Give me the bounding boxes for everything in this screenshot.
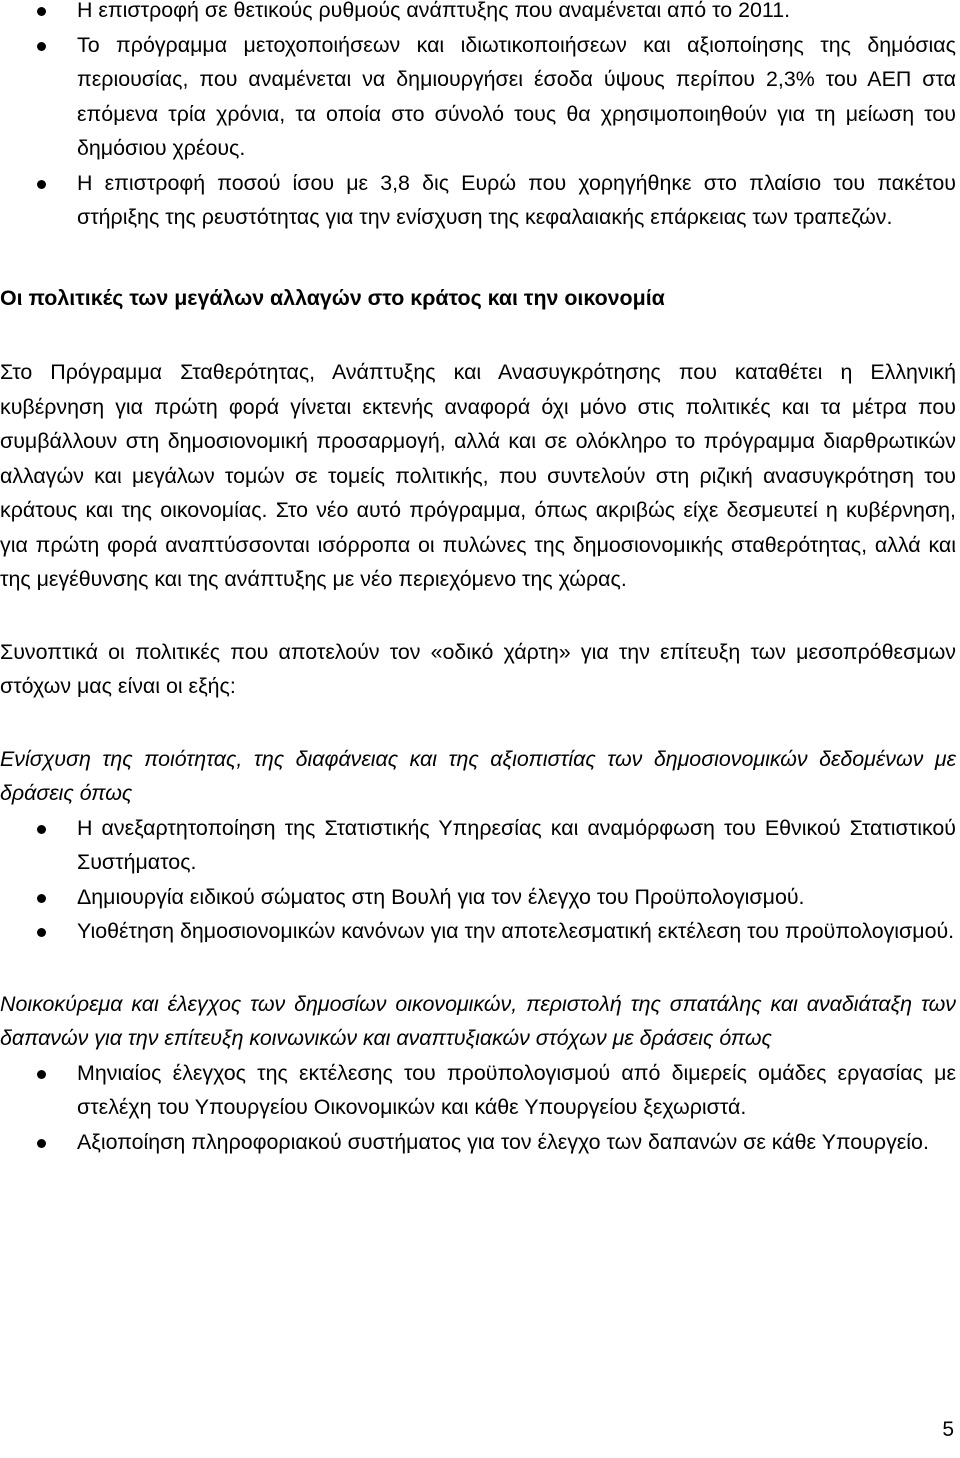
- body-paragraph: Συνοπτικά οι πολιτικές που αποτελούν τον «οδικό χάρτη» για την επίτευξη των μεσοπρόθεσμων στόχων μας είναι οι εξής:: [0, 639, 956, 698]
- list-item: Η ανεξαρτητοποίηση της Στατιστικής Υπηρεσίας και αναμόρφωση του Εθνικού Στατιστικού Συστήματος.: [0, 811, 956, 880]
- page-number: 5: [942, 1418, 954, 1441]
- subsection-1-bullet-list: [0, 811, 956, 949]
- list-item: Δημιουργία ειδικού σώματος στη Βουλή για τον έλεγχο του Προϋπολογισμού.: [0, 880, 956, 915]
- subsection-2-bullet-list: [0, 1056, 956, 1160]
- top-bullet-list: [0, 0, 956, 235]
- list-item: Αξιοποίηση πληροφοριακού συστήματος για τον έλεγχο των δαπανών σε κάθε Υπουργείο.: [0, 1125, 956, 1160]
- subsection-title: Νοικοκύρεμα και έλεγχος των δημοσίων οικονομικών, περιστολή της σπατάλης και αναδιάταξη των δαπανών για την επίτευξη κοινωνικών και αναπτυξιακών στόχων με δράσεις όπως: [0, 991, 956, 1050]
- list-item: Η επιστροφή σε θετικούς ρυθμούς ανάπτυξης που αναμένεται από το 2011.: [0, 0, 956, 28]
- body-paragraph: Στο Πρόγραμμα Σταθερότητας, Ανάπτυξης και Ανασυγκρότησης που καταθέτει η Ελληνική κυβέρνηση για πρώτη φορά γίνεται εκτενής αναφορά όχι μόνο στις πολιτικές και τα μέτρα που συμβάλλουν στη δημοσιονομική προσαρμογή, αλλά και σε ολόκληρο το πρόγραμμα διαρθρωτικών αλλαγών και μεγάλων τομών σε τομείς πολιτικής, που συντελούν στη ριζική ανασυγκρότηση του κράτους και της οικονομίας. Στο νέο αυτό πρόγραμμα, όπως ακριβώς είχε δεσμευτεί η κυβέρνηση, για πρώτη φορά αναπτύσσονται ισόρροπα οι πυλώνες της δημοσιονομικής σταθερότητας, αλλά και της μεγέθυνσης και της ανάπτυξης με νέο περιεχόμενο της χώρας.: [0, 360, 956, 591]
- list-item: Το πρόγραμμα μετοχοποιήσεων και ιδιωτικοποιήσεων και αξιοποίησης της δημόσιας περιουσίας, που αναμένεται να δημιουργήσει έσοδα ύψους περίπου 2,3% του ΑΕΠ στα επόμενα τρία χρόνια, τα οποία στο σύνολό τους θα χρησιμοποιηθούν για τη μείωση του δημόσιου χρέους.: [0, 28, 956, 166]
- list-item: Μηνιαίος έλεγχος της εκτέλεσης του προϋπολογισμού από διμερείς ομάδες εργασίας με στελέχη του Υπουργείου Οικονομικών και κάθε Υπουργείου ξεχωριστά.: [0, 1056, 956, 1125]
- list-item: Υιοθέτηση δημοσιονομικών κανόνων για την αποτελεσματική εκτέλεση του προϋπολογισμού.: [0, 914, 956, 949]
- list-item: Η επιστροφή ποσού ίσου με 3,8 δις Ευρώ που χορηγήθηκε στο πλαίσιο του πακέτου στήριξης της ρευστότητας για την ενίσχυση της κεφαλαιακής επάρκειας των τραπεζών.: [0, 166, 956, 235]
- section-heading: Οι πολιτικές των μεγάλων αλλαγών στο κράτος και την οικονομία: [0, 285, 665, 310]
- subsection-title: Ενίσχυση της ποιότητας, της διαφάνειας και της αξιοπιστίας των δημοσιονομικών δεδομένων με δράσεις όπως: [0, 746, 956, 805]
